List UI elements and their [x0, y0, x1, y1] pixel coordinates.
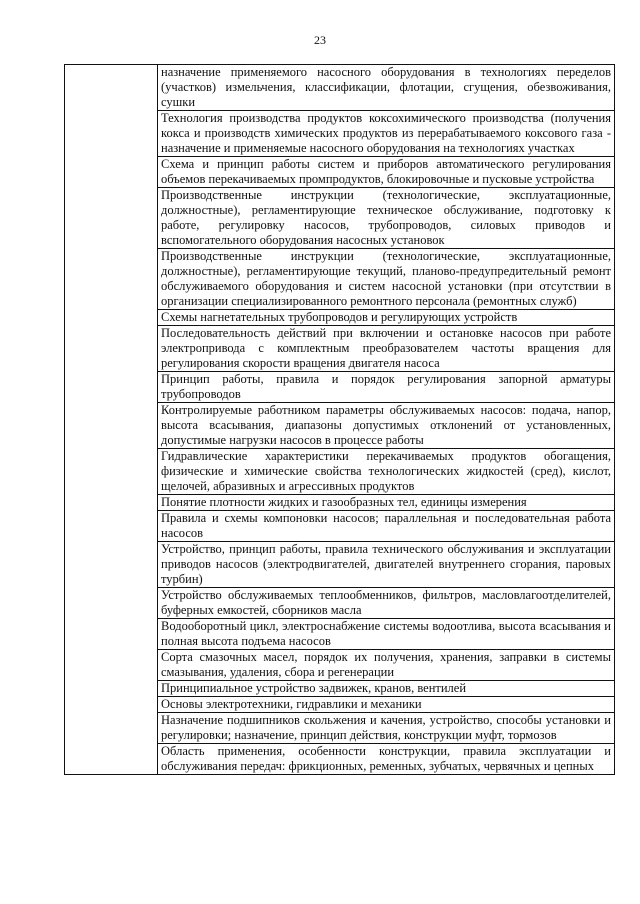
- table-cell-text: Производственные инструкции (технологические, эксплуатационные, должностные), регламентирующие текущий, планово-предупредительный ремонт обслуживаемого оборудования и систем насосной установки (при отсутствии в организации специализированного ремонтного персонала (ремонтных служб): [158, 249, 615, 310]
- table-cell-text: Технология производства продуктов коксохимического производства (получения кокса и производств химических продуктов из перерабатываемого коксового газа - назначение и применяемые насосного оборудования на технологиях участках: [158, 111, 615, 157]
- knowledge-table-body: [65, 65, 615, 775]
- table-cell-text: Назначение подшипников скольжения и качения, устройство, способы установки и регулировки; назначение, принцип действия, конструкции муфт, тормозов: [158, 713, 615, 744]
- table-cell-text: Гидравлические характеристики перекачиваемых продуктов обогащения, физические и химические свойства технологических жидкостей (сред), кислот, щелочей, абразивных и агрессивных продуктов: [158, 449, 615, 495]
- knowledge-table: [64, 64, 615, 775]
- table-row: [65, 65, 615, 111]
- left-column-cell: [65, 65, 158, 775]
- table-cell-text: Устройство, принцип работы, правила технического обслуживания и эксплуатации приводов насосов (электродвигателей, двигателей внутреннего сгорания, паровых турбин): [158, 542, 615, 588]
- table-cell-text: Контролируемые работником параметры обслуживаемых насосов: подача, напор, высота всасывания, диапазоны допустимых отклонений от установленных, допустимые нагрузки насосов в процессе работы: [158, 403, 615, 449]
- table-cell-text: Производственные инструкции (технологические, эксплуатационные, должностные), регламентирующие техническое обслуживание, подготовку к работе, регулировку насосов, трубопроводов, силовых приводов и вспомогательного оборудования насосных установок: [158, 188, 615, 249]
- table-cell-text: Схема и принцип работы систем и приборов автоматического регулирования объемов перекачиваемых промпродуктов, блокировочные и пусковые устройства: [158, 157, 615, 188]
- table-cell-text: Область применения, особенности конструкции, правила эксплуатации и обслуживания передач: фрикционных, ременных, зубчатых, червячных и цепных: [158, 744, 615, 775]
- table-cell-text: Сорта смазочных масел, порядок их получения, хранения, заправки в системы смазывания, удаления, сбора и регенерации: [158, 650, 615, 681]
- table-cell-text: Последовательность действий при включении и остановке насосов при работе электропривода с комплектным преобразователем частоты вращения для регулирования скорости вращения двигателя насоса: [158, 326, 615, 372]
- table-cell-text: Основы электротехники, гидравлики и механики: [158, 697, 615, 713]
- table-cell-text: Принцип работы, правила и порядок регулирования запорной арматуры трубопроводов: [158, 372, 615, 403]
- table-cell-text: Устройство обслуживаемых теплообменников, фильтров, масловлагоотделителей, буферных емкостей, сборников масла: [158, 588, 615, 619]
- table-cell-text: Понятие плотности жидких и газообразных тел, единицы измерения: [158, 495, 615, 511]
- table-cell-text: Правила и схемы компоновки насосов; параллельная и последовательная работа насосов: [158, 511, 615, 542]
- table-cell-text: Водооборотный цикл, электроснабжение системы водоотлива, высота всасывания и полная высота подъема насосов: [158, 619, 615, 650]
- table-cell-text: Схемы нагнетательных трубопроводов и регулирующих устройств: [158, 310, 615, 326]
- page-number: 23: [314, 33, 326, 47]
- table-cell-text: Принципиальное устройство задвижек, кранов, вентилей: [158, 681, 615, 697]
- table-cell-text: назначение применяемого насосного оборудования в технологиях переделов (участков) измельчения, классификации, флотации, сгущения, обезвоживания, сушки: [158, 65, 615, 111]
